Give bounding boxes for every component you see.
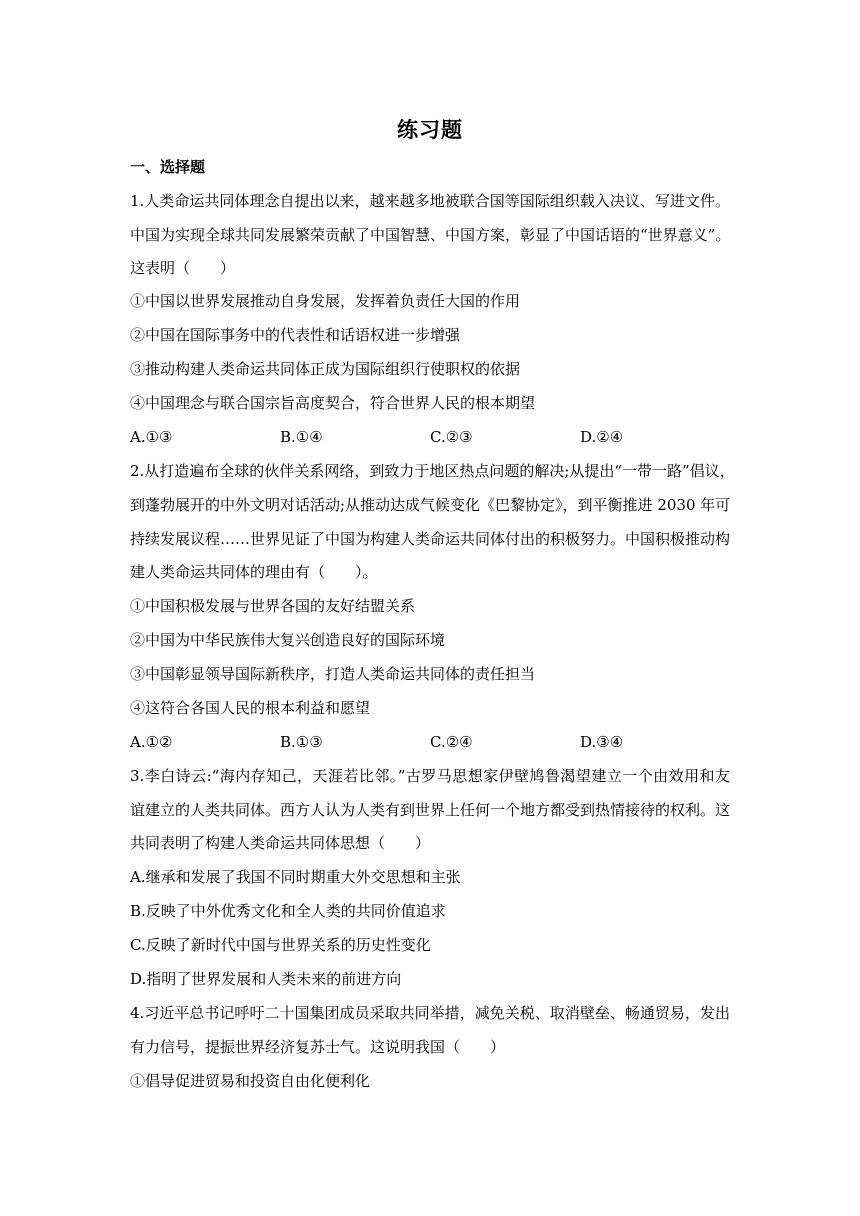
q2-statement-4: ④这符合各国人民的根本利益和愿望	[130, 699, 371, 717]
q3-stem-line-1: 3.李白诗云:“海内存知己，天涯若比邻。”古罗马思想家伊壁鸠鲁渴望建立一个由效用和友	[130, 767, 730, 785]
q2-statement-2: ②中国为中华民族伟大复兴创造良好的国际环境	[130, 631, 446, 649]
q2-option-c: C.②④	[430, 733, 473, 751]
q3-stem-line-2: 谊建立的人类共同体。西方人认为人类有到世界上任何一个地方都受到热情接待的权利。这	[130, 801, 731, 819]
q1-option-b: B.①④	[280, 428, 323, 446]
q1-option-c: C.②③	[430, 428, 473, 446]
q3-option-d: D.指明了世界发展和人类未来的前进方向	[130, 970, 402, 988]
q2-stem-line-3: 持续发展议程……世界见证了中国为构建人类命运共同体付出的积极努力。中国积极推动构	[130, 530, 731, 548]
q1-statement-4: ④中国理念与联合国宗旨高度契合，符合世界人民的根本期望	[130, 394, 536, 412]
q1-statement-1: ①中国以世界发展推动自身发展，发挥着负责任大国的作用	[130, 292, 521, 310]
q1-option-d: D.②④	[580, 428, 624, 446]
q4-stem-line-1: 4.习近平总书记呼吁二十国集团成员采取共同举措，减免关税、取消壁垒、畅通贸易，发出	[130, 1004, 730, 1022]
q3-option-a: A.继承和发展了我国不同时期重大外交思想和主张	[130, 868, 461, 886]
q2-stem-line-4: 建人类命运共同体的理由有（ ）。	[130, 563, 378, 581]
page-title: 练习题	[397, 118, 463, 142]
q1-statement-3: ③推动构建人类命运共同体正成为国际组织行使职权的依据	[130, 360, 521, 378]
section-heading: 一、选择题	[130, 158, 206, 176]
q2-option-b: B.①③	[280, 733, 323, 751]
q4-statement-1: ①倡导促进贸易和投资自由化便利化	[130, 1072, 371, 1090]
q3-stem-line-3: 共同表明了构建人类命运共同体思想（ ）	[130, 834, 431, 852]
q4-stem-line-2: 有力信号，提振世界经济复苏士气。这说明我国（ ）	[130, 1038, 506, 1056]
q2-option-a: A.①②	[130, 733, 173, 751]
q2-statement-3: ③中国彰显领导国际新秩序，打造人类命运共同体的责任担当	[130, 665, 536, 683]
q2-stem-line-2: 到蓬勃展开的中外文明对话活动;从推动达成气候变化《巴黎协定》，到平衡推进 2030 年可	[130, 496, 731, 514]
q2-statement-1: ①中国积极发展与世界各国的友好结盟关系	[130, 597, 416, 615]
q2-stem-line-1: 2.从打造遍布全球的伙伴关系网络，到致力于地区热点问题的解决;从提出“一带一路”倡议，	[130, 462, 735, 480]
q2-option-d: D.③④	[580, 733, 624, 751]
q1-stem-line-2: 中国为实现全球共同发展繁荣贡献了中国智慧、中国方案，彰显了中国话语的“世界意义”。	[130, 226, 731, 244]
q1-stem-line-1: 1.人类命运共同体理念自提出以来，越来越多地被联合国等国际组织载入决议、写进文件。	[130, 192, 730, 210]
q1-statement-2: ②中国在国际事务中的代表性和话语权进一步增强	[130, 326, 461, 344]
q3-option-b: B.反映了中外优秀文化和全人类的共同价值追求	[130, 902, 446, 920]
q1-option-a: A.①③	[130, 428, 173, 446]
q1-stem-line-3: 这表明（ ）	[130, 259, 236, 277]
q3-option-c: C.反映了新时代中国与世界关系的历史性变化	[130, 936, 431, 954]
